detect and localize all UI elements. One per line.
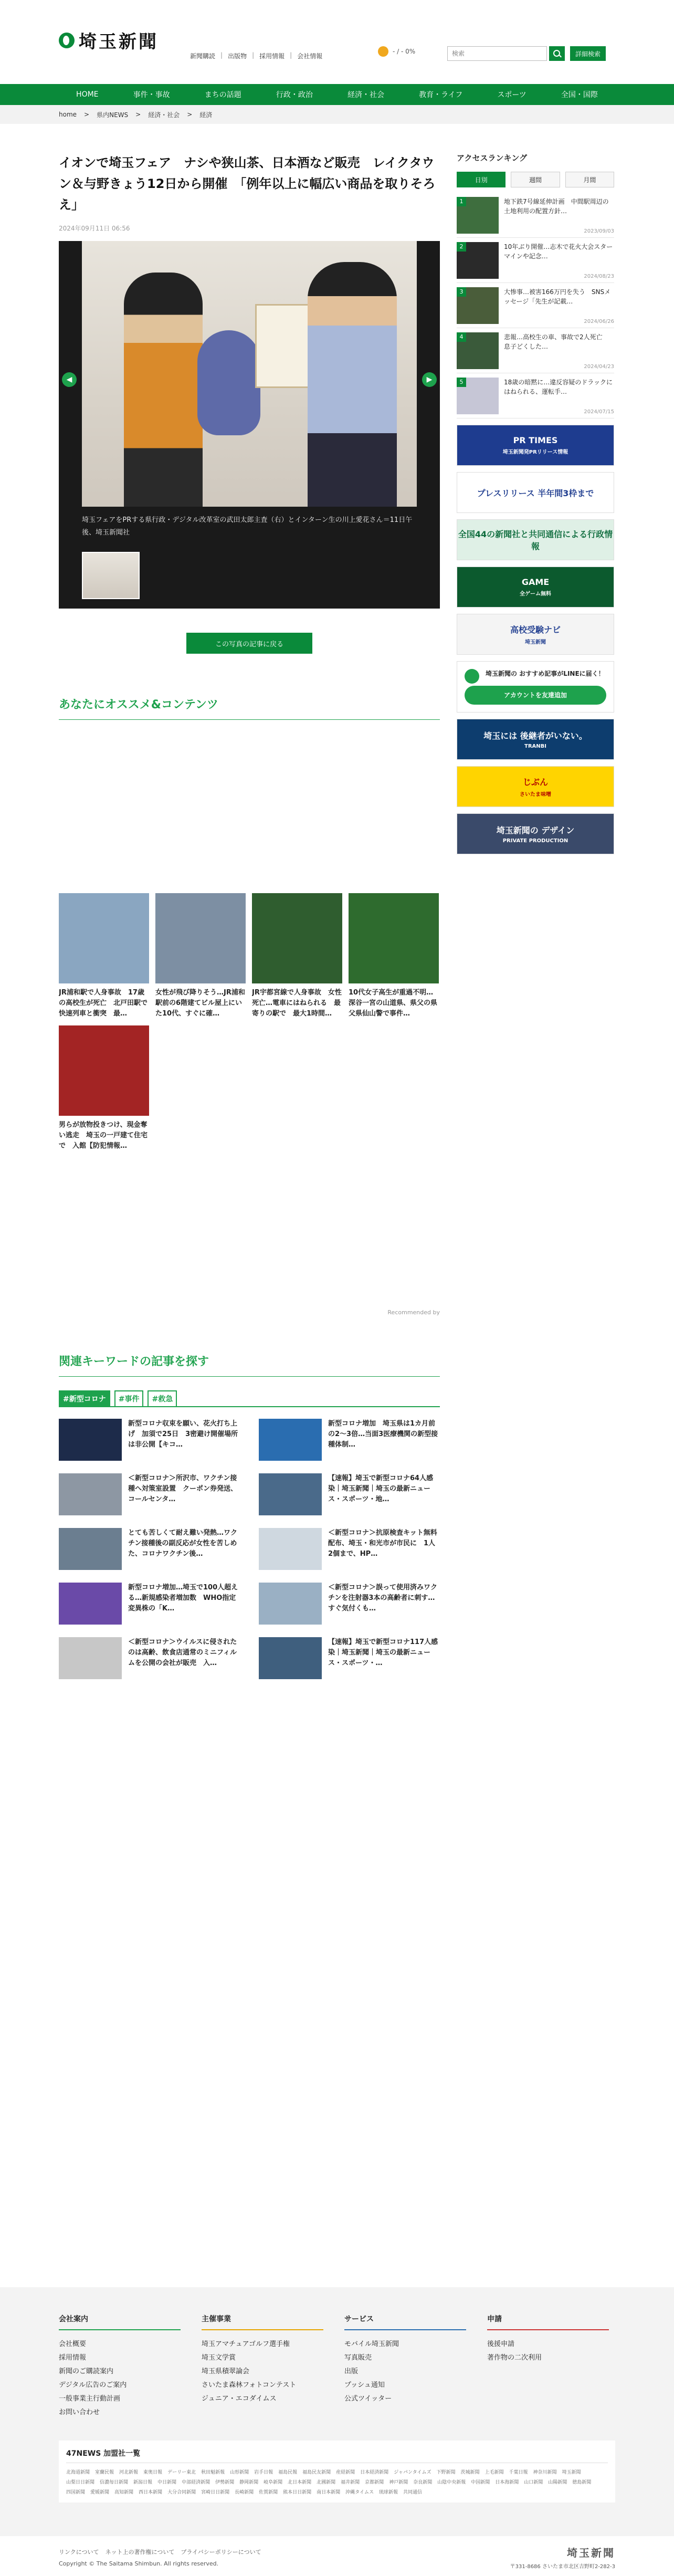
separator: | [290,51,292,59]
member-paper-link[interactable]: 奈良新聞 [413,2480,433,2485]
line-icon [465,669,479,684]
ranking-thumbnail [457,378,499,414]
sidebar-banner-text: 全国44の新聞社と共同通信による行政情報 [458,529,613,551]
member-paper-link[interactable]: デーリー東北 [167,2470,196,2475]
recommend-item[interactable] [59,1025,149,1151]
footer-column [344,2313,466,2420]
footer-columns [59,2287,615,2420]
util-link-company[interactable]: 会社情報 [297,53,323,60]
footer-logo [510,2544,615,2570]
footer-logo-text: 埼玉新聞 [567,2547,615,2559]
member-paper-link[interactable]: 大分合同新聞 [167,2490,196,2495]
sidebar-banner-subtext: さいたま味噌 [520,792,551,798]
recommend-item[interactable] [59,893,149,1019]
keyword-article-item[interactable] [59,1637,240,1679]
keyword-article-item[interactable] [259,1583,440,1625]
footer-link[interactable]: 後援申請 [487,2340,515,2348]
keyword-article-item[interactable] [59,1419,240,1461]
footer-link[interactable]: お問い合わせ [59,2409,100,2416]
keyword-article-text: 新型コロナ増加 埼玉県は1カ月前の2〜3倍…当面3医療機関の新型接種体制… [328,1420,438,1449]
member-paper-link[interactable]: 宮崎日日新聞 [201,2490,230,2495]
member-paper-link[interactable]: 神戸新聞 [389,2480,408,2485]
ranking-date: 2023/09/03 [584,228,614,234]
footer-link[interactable]: デジタル広告のご案内 [59,2381,127,2389]
footer-link[interactable]: さいたま森林フォトコンテスト [202,2381,297,2389]
article-main [59,152,440,1679]
sidebar-banner-text: 埼玉新聞の デザイン [496,825,575,835]
recommend-item[interactable] [155,893,246,1019]
member-paper-link[interactable]: 福島民報 [278,2470,298,2475]
ranking-number: 3 [457,287,466,297]
recommend-list [59,893,440,1151]
tab-monthly[interactable]: 月間 [565,172,614,187]
advanced-search-button[interactable]: 詳細検索 [570,46,606,61]
keyword-article-item[interactable] [59,1473,240,1515]
keyword-tags [59,1390,440,1407]
photo-gallery [59,241,440,609]
sidebar-banner[interactable] [457,813,614,854]
main-nav [0,84,674,105]
member-paper-link[interactable]: 佐賀新聞 [259,2490,278,2495]
member-paper-link[interactable]: 室蘭民報 [95,2470,114,2475]
sidebar-banner-subtext: 埼玉新聞 [525,640,546,645]
keyword-article-item[interactable] [59,1583,240,1625]
back-to-article-button[interactable]: この写真の記事に戻る [186,633,312,654]
footer-link-list [59,2338,181,2420]
nav-national[interactable]: 全国・国際 [561,91,598,99]
photo-thumbnail[interactable] [82,552,140,599]
tab-daily[interactable]: 日別 [457,172,506,187]
keyword-article-item[interactable] [259,1419,440,1461]
ranking-tabs [457,172,614,187]
search-input[interactable] [447,46,547,61]
member-paper-link[interactable]: 北日本新聞 [288,2480,312,2485]
ranking-thumbnail [457,287,499,324]
keyword-article-thumbnail [259,1583,322,1625]
member-paper-link[interactable]: 中日新聞 [157,2480,177,2485]
footer-column-title: 主催事業 [202,2313,323,2330]
footer-link[interactable]: プッシュ通知 [344,2381,385,2389]
ranking-number: 1 [457,197,466,206]
recommend-item[interactable] [349,893,439,1019]
footer-link-links[interactable]: リンクについて [59,2549,99,2556]
footer-column-title: サービス [344,2313,466,2330]
breadcrumb-separator: > [187,111,193,118]
recommend-item-text: 10代女子高生が重過不明…深谷一宮の山道県、県父の県父県仙山警で事件… [349,989,438,1018]
ranking-item[interactable] [457,373,614,418]
keyword-article-thumbnail [259,1419,322,1461]
footer-link[interactable]: 埼玉アマチュアゴルフ選手権 [202,2340,290,2348]
article-title: イオンで埼玉フェア ナシや狭山茶、日本酒など販売 レイクタウン＆与野きょう12日から開催 「例年以上に幅広い商品を取りそろえ」 [59,155,436,212]
ranking-number: 2 [457,242,466,252]
footer-column-title: 申請 [487,2313,609,2330]
banner-list-2 [457,719,614,854]
sidebar-banner-text: GAME [521,577,550,587]
recommend-item-text: JR浦和駅で人身事故 17歳の高校生が死亡 北戸田駅で快速列車と衝突 最… [59,989,148,1018]
footer-link[interactable]: 新聞のご購読案内 [59,2368,114,2375]
keyword-article-thumbnail [59,1528,122,1570]
keyword-article-item[interactable] [259,1528,440,1570]
ranking-text: 10年ぶり開催…志木で花火大会スターマインや記念… [504,243,613,260]
sidebar-banner[interactable] [457,614,614,655]
ranking-text: 悲報…高校生の車、事故で2人死亡 息子どくした… [504,333,609,350]
logo-text: 埼玉新聞 [79,32,159,53]
member-paper-link[interactable]: 東奥日報 [143,2470,163,2475]
keyword-article-item[interactable] [59,1528,240,1570]
copyright: Copyright © The Saitama Shimbun. All rights reserved. [59,2560,219,2567]
sidebar-banner-subtext: 全ゲーム無料 [520,591,551,597]
recommend-thumbnail [59,1025,149,1116]
main-photo [82,241,417,507]
footer-link[interactable]: 出版 [344,2368,359,2375]
nav-politics[interactable]: 行政・政治 [276,91,313,99]
member-paper-link[interactable]: 岐阜新聞 [264,2480,283,2485]
breadcrumb [0,105,674,124]
member-paper-link[interactable]: 静岡新聞 [239,2480,259,2485]
recommend-thumbnail [349,893,439,983]
sidebar-banner[interactable] [457,519,614,560]
footer-link-list [344,2338,466,2406]
utility-links [190,51,322,60]
article-date: 2024年09月11日 06:56 [59,225,130,232]
ranking-thumbnail [457,242,499,279]
footer-link[interactable]: 会社概要 [59,2340,87,2348]
member-paper-link[interactable]: 西日本新聞 [139,2490,163,2495]
member-paper-link[interactable]: 北國新聞 [317,2480,336,2485]
recommend-thumbnail [59,893,149,983]
nav-town-topics[interactable]: まちの話題 [204,91,241,99]
member-paper-link[interactable]: 琉球新報 [378,2490,398,2495]
keyword-article-thumbnail [59,1473,122,1515]
nav-economy[interactable]: 経済・社会 [347,91,384,99]
ranking-date: 2024/06/26 [584,319,614,324]
search-box [447,46,606,61]
member-paper-link[interactable]: 千葉日報 [509,2470,528,2475]
prev-arrow-icon[interactable]: ◀ [62,372,77,387]
keyword-article-text: 新型コロナ増加…埼玉で100人超える…新規感染者増加数 WHO指定変異株の「K… [128,1584,238,1612]
breadcrumb-home[interactable]: home [59,111,77,118]
footer-link-privacy[interactable]: プライバシーポリシーについて [181,2549,261,2556]
member-paper-link[interactable]: 山陽新聞 [548,2480,567,2485]
weather-widget [378,46,415,57]
recommend-thumbnail [155,893,246,983]
footer-column-title: 会社案内 [59,2313,181,2330]
ranking-thumbnail [457,332,499,369]
footer-link[interactable]: 公式ツイッター [344,2395,392,2403]
keyword-article-item[interactable] [259,1473,440,1515]
member-paper-link[interactable]: 下野新聞 [436,2470,456,2475]
sidebar-banner[interactable] [457,719,614,760]
member-paper-link[interactable]: 中国新聞 [471,2480,490,2485]
member-paper-link[interactable]: 山口新聞 [524,2480,543,2485]
footer-link[interactable]: ジュニア・エコダイムス [202,2395,277,2403]
line-promo [457,661,614,713]
member-paper-link[interactable]: 産経新聞 [336,2470,355,2475]
keyword-article-text: ＜新型コロナ＞所沢市、ワクチン接種へ対策室設置 クーポン券発送、コールセンタ… [128,1474,238,1503]
member-paper-link[interactable]: 信濃毎日新聞 [100,2480,129,2485]
banner-list [457,425,614,655]
keyword-article-thumbnail [259,1637,322,1679]
footer-link-list [202,2338,323,2406]
footer-link[interactable]: 採用情報 [59,2354,87,2362]
recommend-item-text: JR宇都宮線で人身事故 女性死亡…電車にはねられる 最寄りの駅で 最大1時間… [252,989,342,1018]
keyword-article-thumbnail [259,1528,322,1570]
member-paper-link[interactable]: 上毛新聞 [485,2470,504,2475]
footer-bottom [0,2536,674,2576]
ranking-item[interactable] [457,328,614,373]
line-promo-text: 埼玉新聞の おすすめ記事がLINEに届く！ [486,670,605,677]
util-link-recruit[interactable]: 採用情報 [259,53,285,60]
member-paper-link[interactable]: 埼玉新聞 [562,2470,581,2475]
nav-sports[interactable]: スポーツ [497,91,526,99]
breadcrumb-separator: > [135,111,141,118]
ranking-item[interactable] [457,283,614,328]
footer-link-list [487,2338,609,2365]
ranking-item[interactable] [457,193,614,238]
footer-link[interactable]: 一般事業主行動計画 [59,2395,121,2403]
tab-weekly[interactable]: 週間 [511,172,560,187]
sidebar [457,152,614,854]
search-icon[interactable] [549,46,565,61]
keyword-article-text: ＜新型コロナ＞ウイルスに侵されたのは高齢、飲食店通常のミニフィルムを公開の会社が販売 入… [128,1638,237,1667]
footer-column [202,2313,323,2420]
member-paper-link[interactable]: 茨城新聞 [460,2470,480,2475]
breadcrumb-separator: > [84,111,90,118]
sidebar-banner-subtext: PRIVATE PRODUCTION [502,838,568,844]
separator: | [252,51,255,59]
sidebar-banner[interactable] [457,567,614,608]
member-paper-link[interactable]: 山陰中央新報 [437,2480,466,2485]
keyword-article-text: 新型コロナ収束を願い、花火打ち上げ 加須で25日 3密避け開催場所は非公開【キコ… [128,1420,238,1449]
recommend-item-text: 男らが放物投きつけ、現金奪い逃走 埼玉の一戸建て住宅で 入館【防犯情報… [59,1121,148,1150]
footer-address: 〒331-8686 さいたま市北区吉野町2-282-3 [510,2564,615,2570]
member-paper-link[interactable]: 福島民友新聞 [302,2470,331,2475]
keyword-article-item[interactable] [259,1637,440,1679]
paper-list [66,2468,608,2495]
logo-mark-icon [59,33,75,48]
sidebar-banner[interactable] [457,472,614,513]
keyword-article-text: とても苦しくて耐え難い発熱…ワクチン接種後の副反応が女性を苦しめた、コロナワクチン後… [128,1529,238,1558]
sun-icon [378,46,388,57]
member-paper-link[interactable]: 熊本日日新聞 [283,2490,312,2495]
sidebar-banner-subtext: TRANBI [524,744,546,749]
keyword-article-text: 【速報】埼玉で新型コロナ117人感染｜埼玉新聞｜埼玉の最新ニュース・スポーツ・… [328,1638,438,1667]
footer-link[interactable]: 写真販売 [344,2354,372,2362]
member-paper-link[interactable]: 秋田魁新報 [201,2470,225,2475]
member-paper-link[interactable]: 長崎新聞 [235,2490,254,2495]
sidebar-banner-text: プレスリリース 半年間3枠まで [477,488,594,498]
member-paper-link[interactable]: 四国新聞 [66,2490,86,2495]
sidebar-banner-subtext: 埼玉新聞発PRリリース情報 [502,449,568,455]
site-header [0,0,674,84]
tag-emergency[interactable]: #救急 [148,1390,177,1407]
member-paper-link[interactable]: 徳島新聞 [572,2480,592,2485]
photo-caption: 埼玉フェアをPRする県行政・デジタル改革室の武田太郎主査（右）とインターン生の川上愛花さん＝11日午後、埼玉新聞社 [82,516,413,537]
ranking-text: 大惨事…被害166万円を失う SNSメッセージ「先生が記載… [504,288,611,305]
nav-incidents[interactable]: 事件・事故 [133,91,170,99]
ranking-number: 5 [457,378,466,387]
ranking-title: アクセスランキング [457,153,528,163]
util-link-publications[interactable]: 出版物 [228,53,247,60]
member-paper-link[interactable]: ジャパンタイムズ [394,2470,431,2475]
keyword-title: 関連キーワードの記事を探す [59,1353,440,1377]
ranking-date: 2024/07/15 [584,409,614,415]
keyword-article-thumbnail [59,1583,122,1625]
keyword-article-grid [59,1419,440,1679]
tag-incident[interactable]: #事件 [114,1390,144,1407]
sidebar-banner-text: じぶん [522,777,548,787]
member-paper-link[interactable]: 愛媛新聞 [90,2490,110,2495]
site-footer [0,2287,674,2576]
ranking-date: 2024/04/23 [584,364,614,370]
ranking-number: 4 [457,332,466,342]
member-papers-title: 47NEWS 加盟社一覧 [66,2448,608,2463]
member-paper-link[interactable]: 共同通信 [403,2490,423,2495]
member-paper-link[interactable]: 山梨日日新聞 [66,2480,95,2485]
member-paper-link[interactable]: 福井新聞 [341,2480,360,2485]
sidebar-banner[interactable] [457,766,614,807]
footer-link[interactable]: 埼玉文学賞 [202,2354,236,2362]
nav-education[interactable]: 教育・ライフ [419,91,463,99]
keyword-article-thumbnail [259,1473,322,1515]
member-paper-link[interactable]: 山形新聞 [230,2470,249,2475]
recommend-item-text: 女性が飛び降りそう…JR浦和駅前の6階建てビル屋上にいた10代、すぐに確… [155,989,245,1018]
recommend-item[interactable] [252,893,342,1019]
tag-covid[interactable]: #新型コロナ [59,1390,110,1407]
member-papers [59,2441,615,2502]
keyword-article-thumbnail [59,1637,122,1679]
ranking-list [457,193,614,418]
member-paper-link[interactable]: 新潟日報 [133,2480,153,2485]
member-paper-link[interactable]: 南日本新聞 [317,2490,341,2495]
ranking-text: 18歳の暗黙に…違反容疑のドラックにはねられる、運転手… [504,379,613,395]
member-paper-link[interactable]: 京都新聞 [365,2480,384,2485]
photo-mascot [197,330,260,435]
member-paper-link[interactable]: 岩手日報 [254,2470,273,2475]
nav-home[interactable]: HOME [76,90,99,99]
sidebar-banner-text: 埼玉には 後継者がいない。 [483,731,587,741]
ranking-item[interactable] [457,238,614,283]
member-paper-link[interactable]: 高知新聞 [114,2490,134,2495]
footer-link[interactable]: 埼玉県積翠論会 [202,2368,250,2375]
member-paper-link[interactable]: 沖縄タイムス [345,2490,374,2495]
member-paper-link[interactable]: 河北新報 [119,2470,139,2475]
member-paper-link[interactable]: 中部経済新聞 [182,2480,210,2485]
recommend-credit: Recommended by [387,1309,440,1316]
footer-link[interactable]: 著作物の二次利用 [487,2354,542,2362]
ranking-text: 地下鉄7号線延伸計画 中間駅周辺の土地利用の配置方針… [504,198,609,215]
keyword-article-thumbnail [59,1419,122,1461]
keyword-article-text: ＜新型コロナ＞抗原検査キット無料配布、埼玉・和光市が市民に 1人2個まで、HP… [328,1529,437,1558]
recommend-thumbnail [252,893,342,983]
footer-link[interactable]: モバイル埼玉新聞 [344,2340,399,2348]
member-paper-link[interactable]: 日本経済新聞 [360,2470,389,2475]
member-paper-link[interactable]: 神奈川新聞 [533,2470,557,2475]
member-paper-link[interactable]: 日本海新聞 [495,2480,519,2485]
breadcrumb-category[interactable]: 経済・社会 [148,111,180,119]
recommend-title: あなたにオススメ&コンテンツ [59,696,440,720]
sidebar-banner-text: 高校受験ナビ [510,625,561,635]
footer-column [59,2313,181,2420]
member-paper-link[interactable]: 北海道新聞 [66,2470,90,2475]
ranking-date: 2024/08/23 [584,274,614,279]
footer-column [487,2313,609,2420]
breadcrumb-local[interactable]: 県内NEWS [97,111,129,119]
sidebar-banner[interactable] [457,425,614,466]
keyword-article-text: 【速報】埼玉で新型コロナ64人感染｜埼玉新聞｜埼玉の最新ニュース・スポーツ・地… [328,1474,434,1503]
keyword-article-text: ＜新型コロナ＞誤って使用済みワクチンを注射器3本の高齢者に刺す…すぐ気付くも… [328,1584,438,1612]
site-logo[interactable] [59,27,159,53]
util-link-subscribe[interactable]: 新聞購読 [190,53,216,60]
weather-text: - / - 0% [393,48,416,55]
sidebar-banner-text: PR TIMES [513,435,558,445]
photo-person-left [124,273,203,507]
breadcrumb-current: 経済 [199,111,213,119]
ranking-thumbnail [457,197,499,234]
member-paper-link[interactable]: 伊勢新聞 [215,2480,235,2485]
line-add-friend-button[interactable]: アカウントを友達追加 [465,686,606,705]
next-arrow-icon[interactable]: ▶ [422,372,437,387]
separator: | [220,51,223,59]
photo-person-right [308,262,397,507]
footer-link-copyright[interactable]: ネット上の著作権について [105,2549,175,2556]
